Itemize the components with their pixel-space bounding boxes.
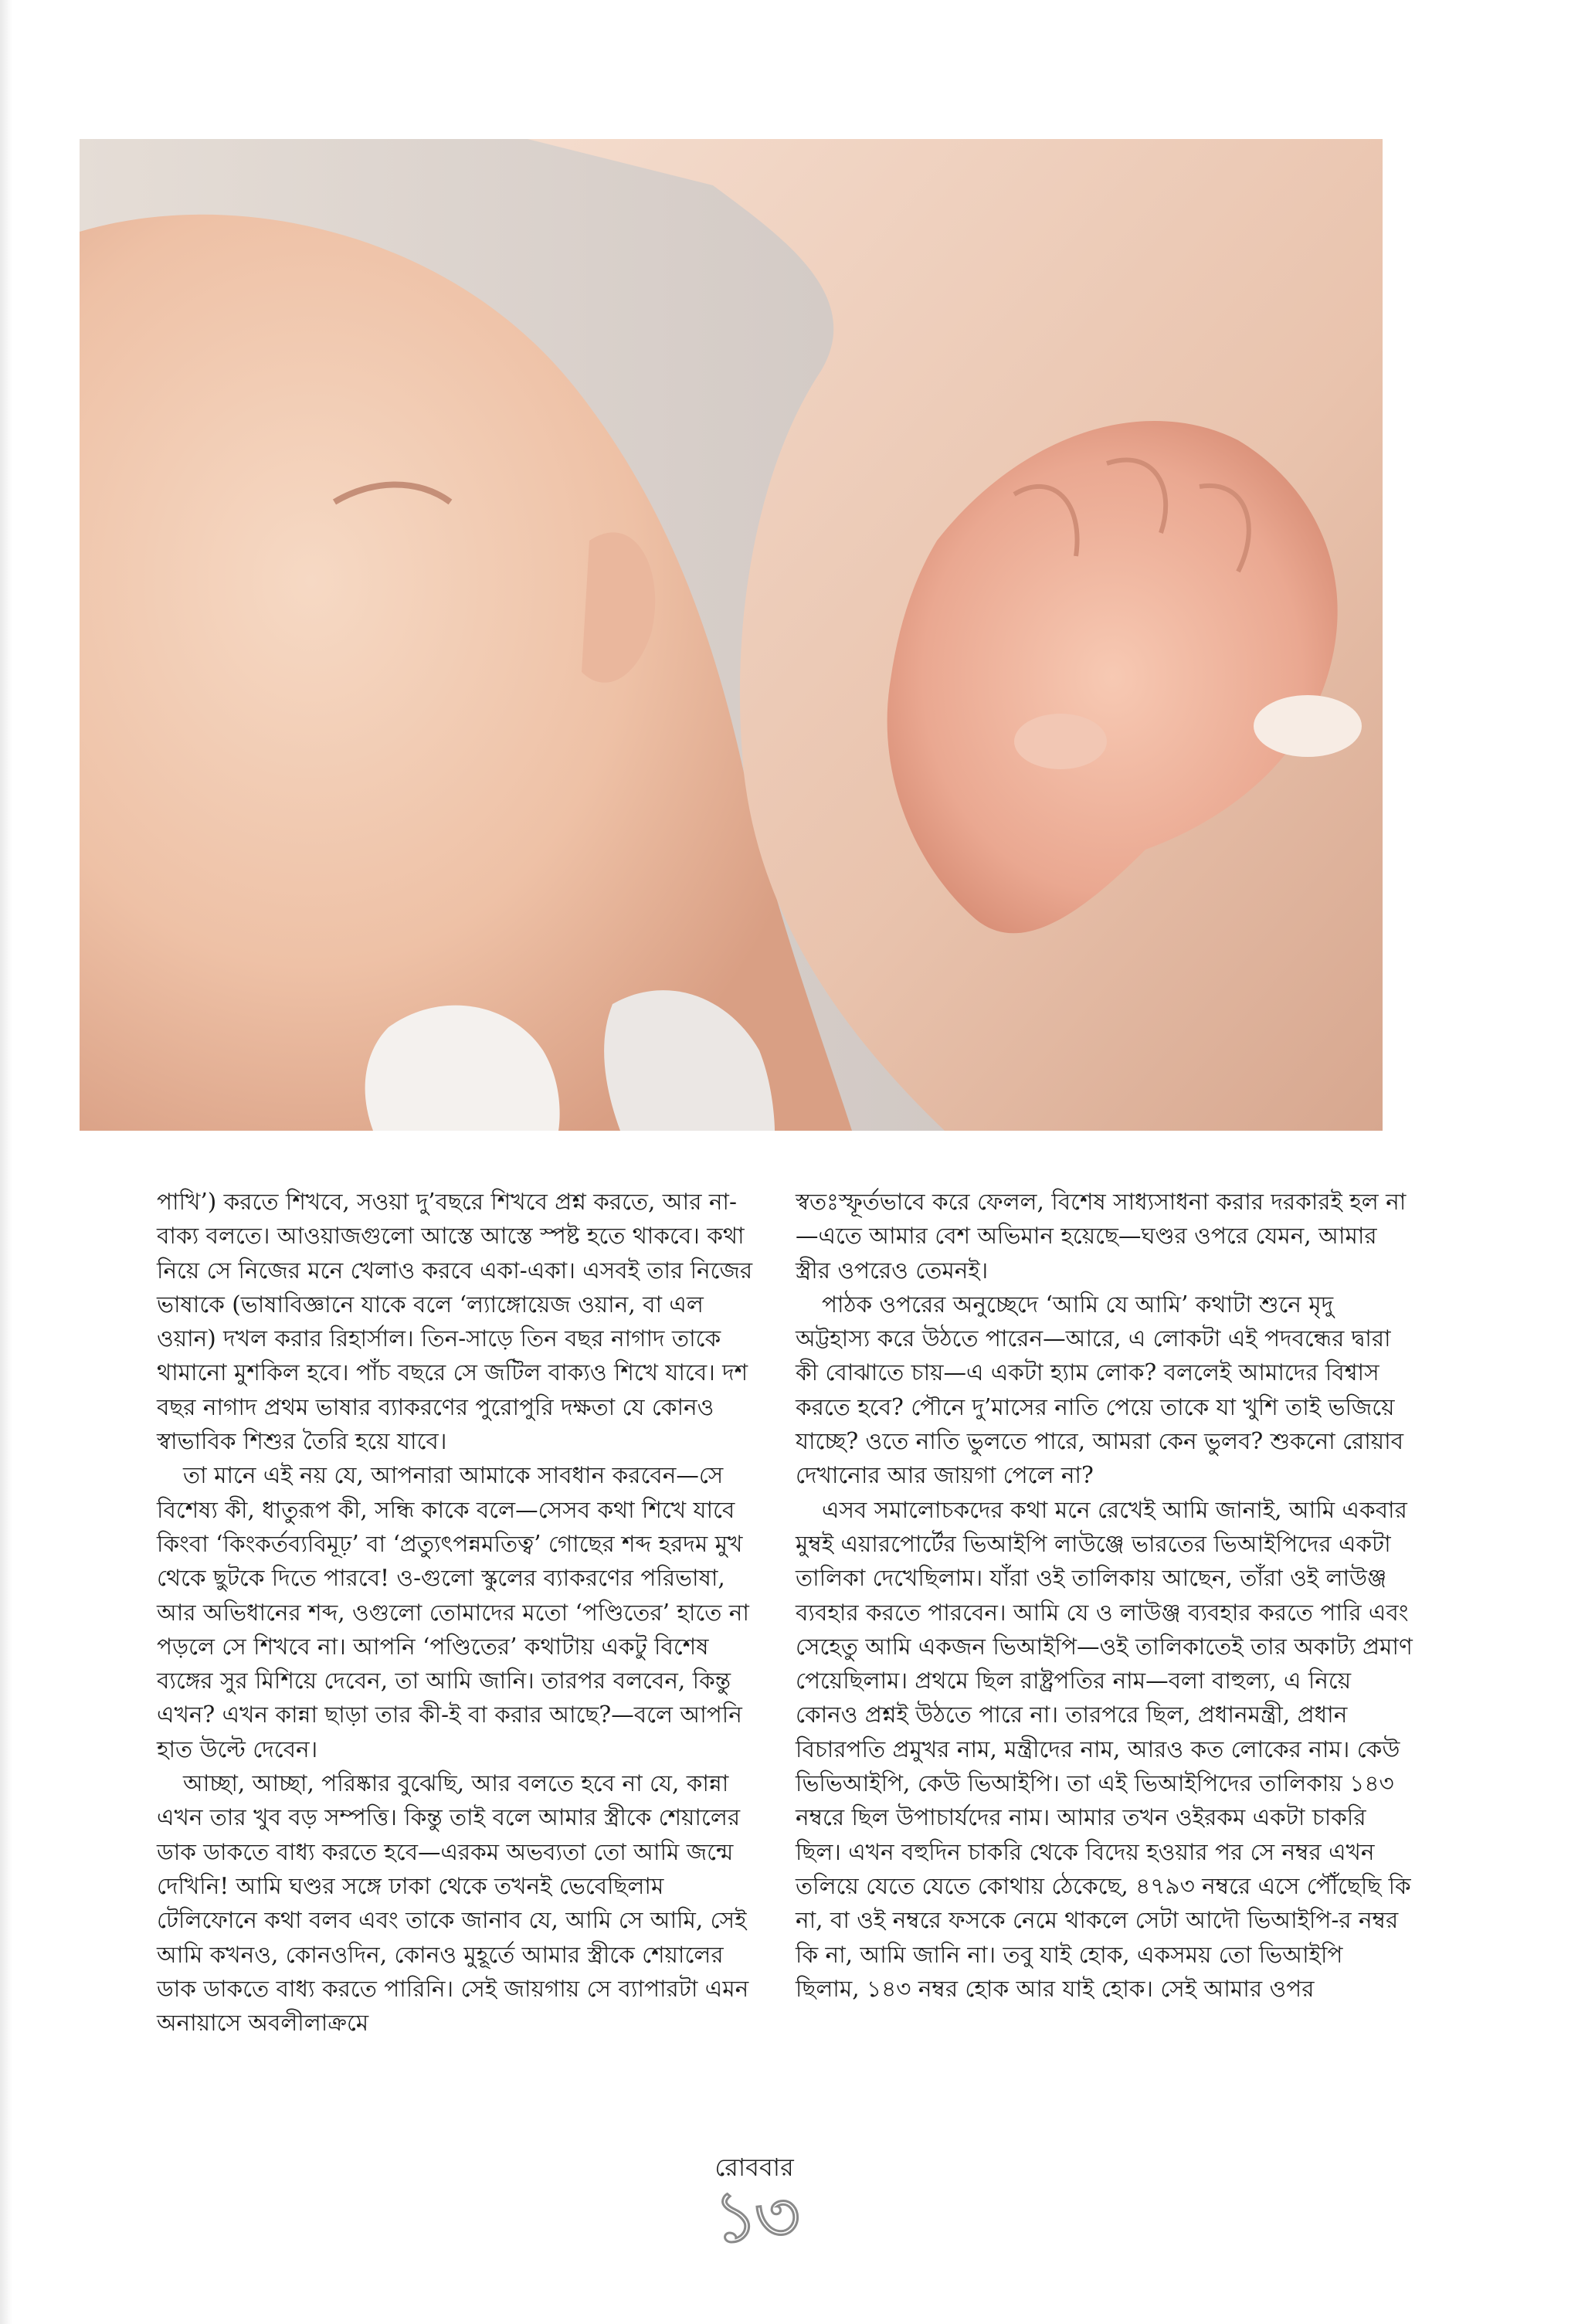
- paragraph: আচ্ছা, আচ্ছা, পরিষ্কার বুঝেছি, আর বলতে হবে না যে, কান্না এখন তার খুব বড় সম্পত্তি। কিন্তু তাই বলে আমার স্ত্রীকে শেয়ালের ডাক ডাকতে বাধ্য করতে হবে—এরকম অভব্যতা তো আমি জন্মে দেখিনি! আমি ঘণ্ডর সঙ্গে ঢাকা থেকে তখনই ভেবেছিলাম টেলিফোনে কথা বলব এবং তাকে জানাব যে, আমি সে আমি, সেই আমি কখনও, কোনওদিন, কোনও মুহূর্তে আমার স্ত্রীকে শেয়ালের ডাক ডাকতে বাধ্য করতে পারিনি। সেই জায়গায় সে ব্যাপারটা এমন অনায়াসে অবলীলাক্রমে: [157, 1770, 749, 2037]
- baby-hand-holding-finger-photo: [80, 139, 1383, 1131]
- article-column-left: [157, 1185, 767, 2040]
- page-footer: [0, 2152, 1578, 2258]
- page-number: ১৩: [712, 2176, 796, 2258]
- article-photo: [80, 139, 1383, 1131]
- paragraph: পাখি’) করতে শিখবে, সওয়া দু’বছরে শিখবে প্রশ্ন করতে, আর না-বাক্য বলতে। আওয়াজগুলো আস্তে আস্তে স্পষ্ট হতে থাকবে। কথা নিয়ে সে নিজের মনে খেলাও করবে একা-একা। এসবই তার নিজের ভাষাকে (ভাষাবিজ্ঞানে যাকে বলে ‘ল্যাঙ্গোয়েজ ওয়ান, বা এল ওয়ান) দখল করার রিহার্সাল। তিন-সাড়ে তিন বছর নাগাদ তাকে থামানো মুশকিল হবে। পাঁচ বছরে সে জটিল বাক্যও শিখে যাবে। দশ বছর নাগাদ প্রথম ভাষার ব্যাকরণের পুরোপুরি দক্ষতা যে কোনও স্বাভাবিক শিশুর তৈরি হয়ে যাবে।: [157, 1189, 753, 1455]
- paragraph: তা মানে এই নয় যে, আপনারা আমাকে সাবধান করবেন—সে বিশেষ্য কী, ধাতুরূপ কী, সন্ধি কাকে বলে—সেসব কথা শিখে যাবে কিংবা ‘কিংকর্তব্যবিমূঢ়’ বা ‘প্রত্যুৎপন্নমতিত্ব’ গোছের শব্দ হরদম মুখ থেকে ছুটকে দিতে পারবে! ও-গুলো স্কুলের ব্যাকরণের পরিভাষা, আর অভিধানের শব্দ, ওগুলো তোমাদের মতো ‘পণ্ডিতের’ হাতে না পড়লে সে শিখবে না। আপনি ‘পণ্ডিতের’ কথাটায় একটু বিশেষ ব্যঙ্গের সুর মিশিয়ে দেবেন, তা আমি জানি। তারপর বলবেন, কিন্তু এখন? এখন কান্না ছাড়া তার কী-ই বা করার আছে?—বলে আপনি হাত উল্টে দেবেন।: [157, 1462, 749, 1763]
- article-column-right: [796, 1185, 1413, 2006]
- paragraph: স্বতঃস্ফূর্তভাবে করে ফেলল, বিশেষ সাধ্যসাধনা করার দরকারই হল না—এতে আমার বেশ অভিমান হয়েছে—ঘণ্ডর ওপরে যেমন, আমার স্ত্রীর ওপরেও তেমনই।: [796, 1189, 1407, 1284]
- page-edge-shadow: [0, 0, 12, 2324]
- paragraph: এসব সমালোচকদের কথা মনে রেখেই আমি জানাই, আমি একবার মুম্বই এয়ারপোর্টের ভিআইপি লাউঞ্জে ভারতের ভিআইপিদের একটা তালিকা দেখেছিলাম। যাঁরা ওই তালিকায় আছেন, তাঁরা ওই লাউঞ্জ ব্যবহার করতে পারবেন। আমি যে ও লাউঞ্জ ব্যবহার করতে পারি এবং সেহেতু আমি একজন ভিআইপি—ওই তালিকাতেই তার অকাট্য প্রমাণ পেয়েছিলাম। প্রথমে ছিল রাষ্ট্রপতির নাম—বলা বাহুল্য, এ নিয়ে কোনও প্রশ্নই উঠতে পারে না। তারপরে ছিল, প্রধানমন্ত্রী, প্রধান বিচারপতি প্রমুখর নাম, মন্ত্রীদের নাম, আরও কত লোকের নাম। কেউ ভিভিআইপি, কেউ ভিআইপি। তা এই ভিআইপিদের তালিকায় ১৪৩ নম্বরে ছিল উপাচার্যদের নাম। আমার তখন ওইরকম একটা চাকরি ছিল। এখন বহুদিন চাকরি থেকে বিদেয় হওয়ার পর সে নম্বর এখন তলিয়ে যেতে যেতে কোথায় ঠেকেছে, ৪৭৯৩ নম্বরে এসে পৌঁছেছি কি না, বা ওই নম্বরে ফসকে নেমে থাকলে সেটা আদৌ ভিআইপি-র নম্বর কি না, আমি জানি না। তবু যাই হোক, একসময় তো ভিআইপি ছিলাম, ১৪৩ নম্বর হোক আর যাই হোক। সেই আমার ওপর: [796, 1496, 1413, 2002]
- paragraph: পাঠক ওপরের অনুচ্ছেদে ‘আমি যে আমি’ কথাটা শুনে মৃদু অট্টহাস্য করে উঠতে পারেন—আরে, এ লোকটা এই পদবন্ধের দ্বারা কী বোঝাতে চায়—এ একটা হ্যাম লোক? বললেই আমাদের বিশ্বাস করতে হবে? পৌনে দু’মাসের নাতি পেয়ে তাকে যা খুশি তাই ভজিয়ে যাচ্ছে? ওতে নাতি ভুলতে পারে, আমরা কেন ভুলব? শুকনো রোয়াব দেখানোর আর জায়গা পেলে না?: [796, 1291, 1404, 1489]
- magazine-name: রোববার: [714, 2153, 794, 2182]
